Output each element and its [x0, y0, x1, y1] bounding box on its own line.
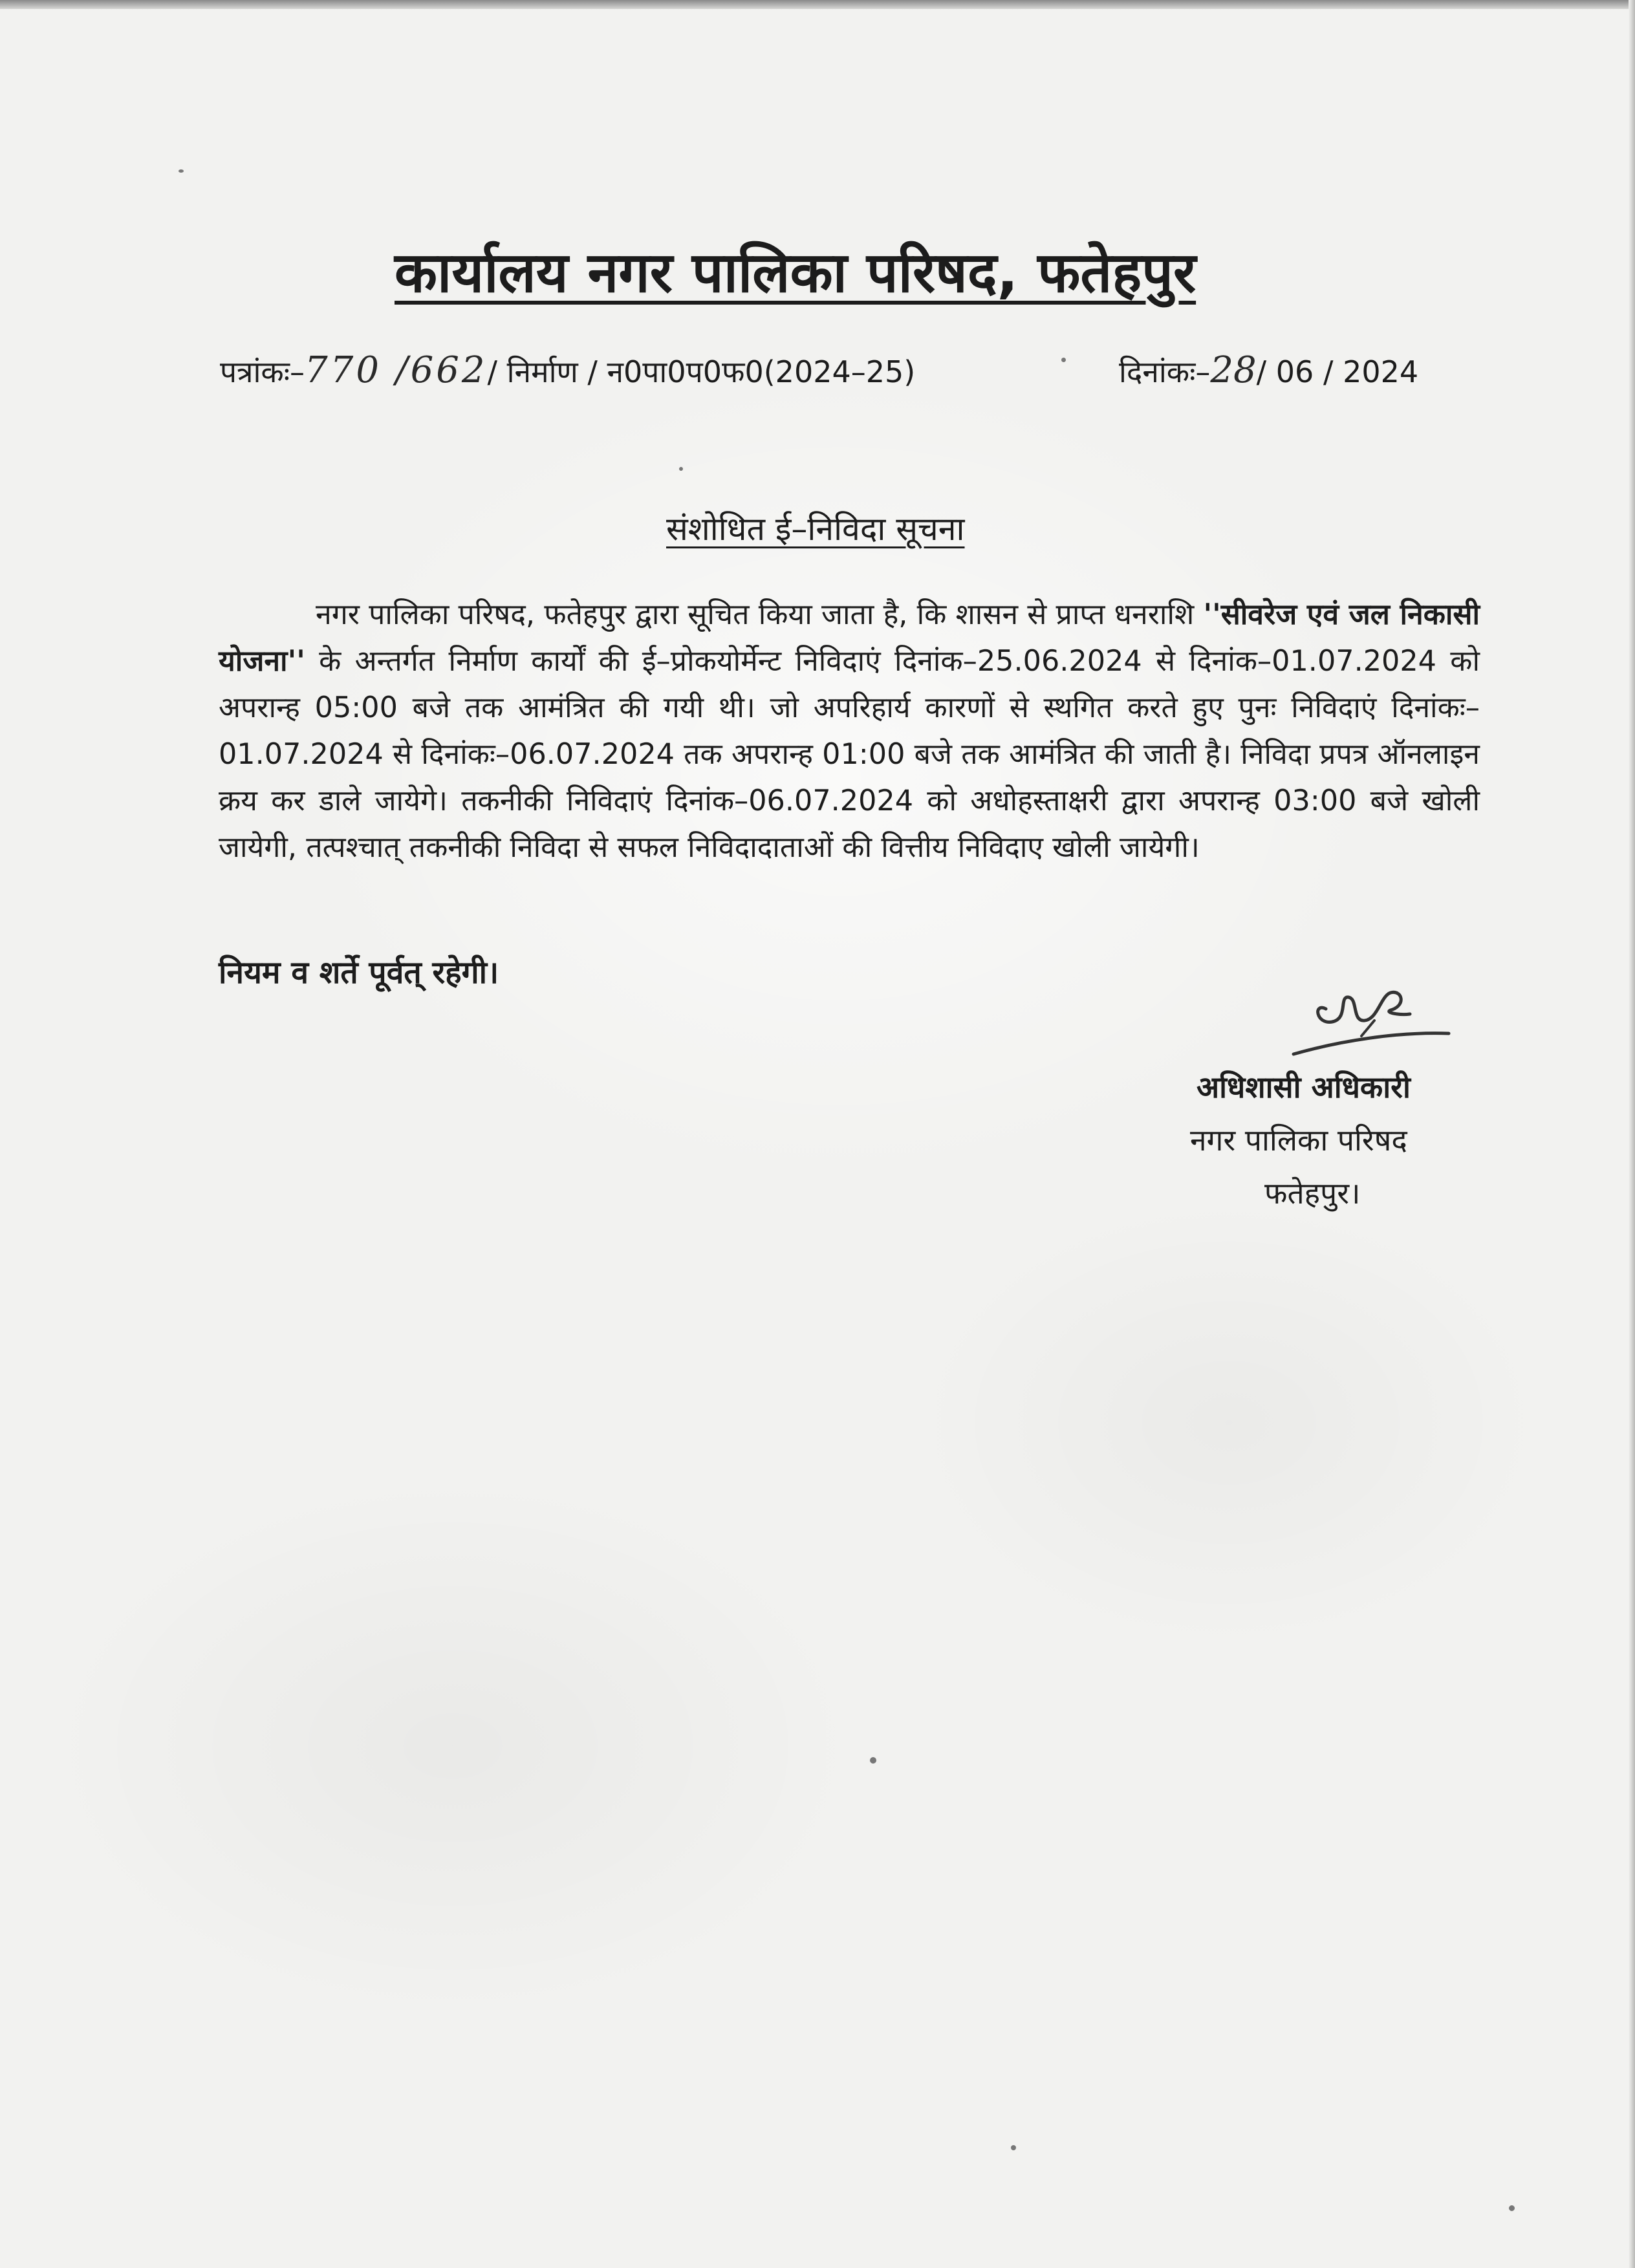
signatory-organization: नगर पालिका परिषद	[1190, 1123, 1407, 1158]
reference-label: पत्रांकः–	[220, 354, 305, 389]
scan-edge-top	[0, 0, 1635, 9]
issue-date	[1119, 349, 1418, 391]
scan-speck	[870, 1757, 876, 1764]
reference-number	[220, 349, 915, 391]
scan-speck	[1061, 358, 1066, 362]
date-handwritten: 28	[1210, 349, 1257, 391]
notice-body-part2: के अन्तर्गत निर्माण कार्यों की ई–प्रोकयोर्मेन्ट निविदाएं दिनांक–25.06.2024 से दिनांक–01.07.2024 को अपरान्ह 05:00 बजे तक आमंत्रित की गयी थी। जो अपरिहार्य कारणों से स्थगित करते हुए पुनः निविदाएं दिनांकः–01.07.2024 से दिनांकः–06.07.2024 तक अपरान्ह 01:00 बजे तक आमंत्रित की जाती है। निविदा प्रपत्र ऑनलाइन क्रय कर डाले जायेगे। तकनीकी निविदाएं दिनांक–06.07.2024 को अधोहस्ताक्षरी द्वारा अपरान्ह 03:00 बजे खोली जायेगी, तत्पश्चात् तकनीकी निविदा से सफल निविदादाताओं की वित्तीय निविदाए खोली जायेगी।	[219, 645, 1480, 864]
notice-title: संशोधित ई–निविदा सूचना	[666, 510, 965, 548]
scan-speck	[679, 467, 683, 471]
reference-suffix: / निर्माण / न0पा0प0फ0(2024–25)	[487, 354, 916, 389]
signatory-city: फतेहपुर।	[1264, 1176, 1361, 1211]
rules-line: नियम व शर्ते पूर्वत् रहेगी।	[219, 955, 499, 991]
date-suffix: / 06 / 2024	[1256, 354, 1419, 389]
reference-handwritten: 770 /662	[305, 349, 488, 391]
scan-speck	[1509, 2205, 1515, 2211]
date-label: दिनांकः–	[1119, 354, 1211, 389]
notice-body	[219, 592, 1480, 871]
signatory-designation: अधिशासी अधिकारी	[1196, 1070, 1411, 1105]
scheme-name: ''सीवरेज एवं जल निकासी योजना''	[219, 598, 1480, 678]
office-title: कार्यालय नगर पालिका परिषद, फतेहपुर	[395, 241, 1196, 305]
notice-body-part1: नगर पालिका परिषद, फतेहपुर द्वारा सूचित किया जाता है, कि शासन से प्राप्त धनराशि	[316, 598, 1204, 631]
scan-edge-right	[1629, 0, 1635, 2268]
scan-speck	[1011, 2145, 1016, 2150]
scan-speck	[179, 169, 184, 173]
signatory-block	[1151, 1061, 1475, 1220]
